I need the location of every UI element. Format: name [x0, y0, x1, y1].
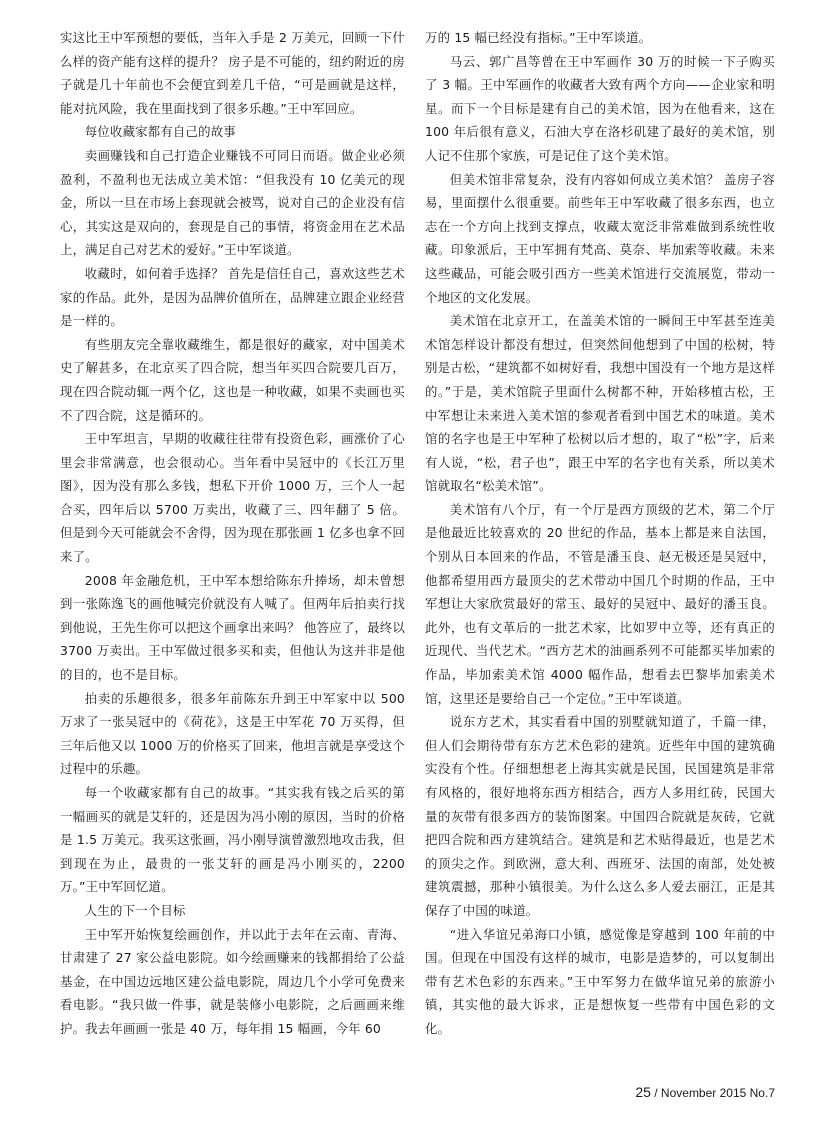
page-number: 25: [635, 1084, 651, 1100]
paragraph: 但美术馆非常复杂，没有内容如何成立美术馆？ 盖房子容易，里面摆什么很重要。前些年王中军收藏了很多东西，也立志在一个方向上找到支撑点，收藏太宽泛非常难做到系统性收藏。印象派后，王中军拥有梵高、莫奈、毕加索等收藏。未来这些藏品，可能会吸引西方一些美术馆进行交流展览，带动一个地区的文化发展。: [425, 171, 775, 305]
paragraph: 王中军开始恢复绘画创作，并以此于去年在云南、青海、甘肃建了 27 家公益电影院。如今绘画赚来的钱都捐给了公益基金，在中国边远地区建公益电影院，周边几个小学可免费来看电影。“我只做一件事，就是装修小电影院，之后画画来维护。我去年画画一张是 40 万，每年捐 15 幅画，今年 60: [60, 926, 405, 1036]
paragraph: “进入华谊兄弟海口小镇，感觉像是穿越到 100 年前的中国。但现在中国没有这样的城市，电影是造梦的，可以复制出带有艺术色彩的东西来。”王中军努力在做华谊兄弟的旅游小镇，其实他的最大诉求，正是想恢复一些带有中国色彩的文化。: [425, 926, 775, 1036]
paragraph: 2008 年金融危机，王中军本想给陈东升捧场，却未曾想到一张陈逸飞的画他喊完价就没有人喊了。但两年后拍卖行找到他说，王先生你可以把这个画拿出来吗？ 他答应了，最终以 3700 万卖出。王中军做过很多买和卖，但他认为这并非是他的目的，也不是目标。: [60, 572, 405, 683]
paragraph: 万的 15 幅已经没有指标。”王中军谈道。: [425, 30, 652, 45]
paragraph: 收藏时，如何着手选择？ 首先是信任自己，喜欢这些艺术家的作品。此外，是因为品牌价值所在，品牌建立跟企业经营是一样的。: [60, 265, 405, 329]
paragraph: 实这比王中军预想的要低，当年入手是 2 万美元，回顾一下什么样的资产能有这样的提升？ 房子是不可能的，纽约附近的房子就是几十年前也不会便宜到差几千倍，“可是画就是这样，能对抗风险，我在里面找到了很多乐趣。”王中军回应。: [60, 30, 405, 116]
paragraph: 美术馆在北京开工，在盖美术馆的一瞬间王中军甚至连美术馆怎样设计都没有想过，但突然间他想到了中国的松树，特别是古松，“建筑都不如树好看，我想中国没有一个地方是这样的。”于是，美术馆院子里面什么树都不种，开始移植古松，王中军想让未来进入美术馆的参观者看到中国艺术的味道。美术馆的名字也是王中军种了松树以后才想的，取了“松”字，后来有人说，“松，君子也”，跟王中军的名字也有关系，所以美术馆就取名“松美术馆”。: [425, 313, 775, 494]
section-heading: 每位收藏家都有自己的故事: [84, 124, 236, 140]
paragraph: 卖画赚钱和自己打造企业赚钱不可同日而语。做企业必须盈利，不盈利也无法成立美术馆：“但我没有 10 亿美元的现金，所以一旦在市场上套现就会被骂，说对自己的企业没有信心，其实这是双向的，套现是自己的事情，将资金用在艺术品上，满足自己对艺术的爱好。”王中军谈道。: [60, 147, 405, 258]
page-footer: [620, 1084, 775, 1100]
section-heading: 人生的下一个目标: [84, 902, 186, 918]
paragraph: 王中军坦言，早期的收藏往往带有投资色彩，画涨价了心里会非常满意，也会很动心。当年看中吴冠中的《长江万里图》，因为没有那么多钱，想私下开价 1000 万，三个人一起合买，四年后以 5700 万卖出，收藏了三、四年翻了 5 倍。但是到今天可能就会不舍得，因为现在那张画 1 亿多也拿不回来了。: [60, 431, 405, 565]
right-column: [425, 26, 775, 1041]
paragraph: 拍卖的乐趣很多，很多年前陈东升到王中军家中以 500 万求了一张吴冠中的《荷花》，这是王中军花 70 万买得，但三年后他又以 1000 万的价格买了回来，他坦言就是享受这个过程中的乐趣。: [60, 690, 405, 777]
paragraph: 美术馆有八个厅，有一个厅是西方顶级的艺术，第二个厅是他最近比较喜欢的 20 世纪的作品，基本上都是来自法国，个别从日本回来的作品，不管是潘玉良、赵无极还是吴冠中，他都希望用西方最顶尖的艺术带动中国几个时期的作品，王中军想让大家欣赏最好的常玉、最好的吴冠中、最好的潘玉良。此外，也有文革后的一批艺术家，比如罗中立等，还有真正的近现代、当代艺术。“西方艺术的油画系列不可能都买毕加索的作品，毕加索美术馆 4000 幅作品，想看去巴黎毕加索美术馆，这里还是要给自己一个定位。”王中军谈道。: [425, 501, 775, 706]
paragraph: 马云、郭广昌等曾在王中军画作 30 万的时候一下子购买了 3 幅。王中军画作的收藏者大致有两个方向——企业家和明星。而下一个目标是建有自己的美术馆，因为在他看来，这在 100 年后很有意义，石油大亨在洛杉矶建了最好的美术馆，别人记不住那个家族，可是记住了这个美术馆。: [425, 53, 775, 163]
issue-info: / November 2015 No.7: [650, 1086, 775, 1100]
paragraph: 每一个收藏家都有自己的故事。“其实我有钱之后买的第一幅画买的就是艾轩的，还是因为冯小刚的原因，当时的价格是 1.5 万美元。我买这张画，冯小刚导演曾激烈地攻击我，但到现在为止，最贵的一张艾轩的画是冯小刚买的，2200 万。”王中军回忆道。: [60, 785, 405, 895]
paragraph: 说东方艺术，其实看看中国的别墅就知道了，千篇一律，但人们会期待带有东方艺术色彩的建筑。近些年中国的建筑确实没有个性。仔细想想老上海其实就是民国，民国建筑是非常有风格的，很好地将东西方相结合，西方人多用红砖，民国大量的灰带有很多西方的装饰图案。中国四合院就是灰砖，它就把四合院和西方建筑结合。建筑是和艺术贴得最近，也是艺术的顶尖之作。到欧洲，意大利、西班牙、法国的南部，处处被建筑震撼，那种小镇很美。为什么这么多人爱去丽江，正是其保存了中国的味道。: [425, 714, 775, 918]
left-column: [60, 26, 405, 1041]
paragraph: 有些朋友完全靠收藏维生，都是很好的藏家，对中国美术史了解甚多，在北京买了四合院，想当年买四合院要几百万，现在四合院动辄一两个亿，这也是一种收藏，如果不卖画也买不了四合院，这是循环的。: [60, 336, 405, 423]
